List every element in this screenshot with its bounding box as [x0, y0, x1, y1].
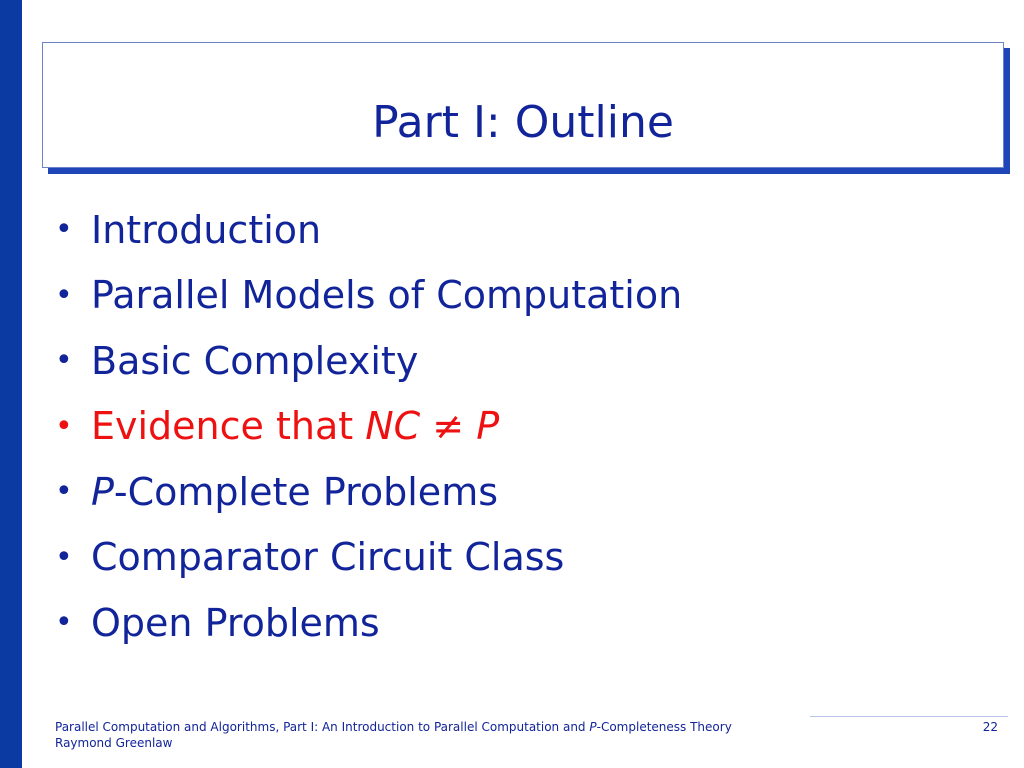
bullet-math: NC ≠ P: [365, 404, 500, 449]
bullet-item-comparator-circuit: [55, 525, 995, 591]
bullet-icon: •: [55, 605, 73, 641]
title-box: [42, 42, 1004, 168]
slide-title: Part I: Outline: [372, 97, 674, 148]
bullet-icon: •: [55, 212, 73, 248]
footer-title-suffix: -Completeness Theory: [596, 720, 732, 734]
bullet-icon: •: [55, 277, 73, 313]
bullet-text: [91, 404, 499, 448]
footer-divider: [810, 716, 1008, 717]
bullet-item-open-problems: [55, 590, 995, 656]
bullet-icon: •: [55, 539, 73, 575]
bullet-list: [55, 197, 995, 656]
footer-course-title: [55, 719, 1005, 735]
slide-footer: [55, 719, 1005, 751]
footer-title-prefix: Parallel Computation and Algorithms, Part I: An Introduction to Parallel Computation and: [55, 720, 590, 734]
bullet-text: Basic Complexity: [91, 338, 419, 383]
bullet-text: Parallel Models of Computation: [91, 273, 683, 318]
bullet-text-suffix: -Complete Problems: [113, 469, 499, 514]
footer-author: Raymond Greenlaw: [55, 736, 173, 750]
left-accent-bar: [0, 0, 22, 768]
bullet-text-prefix: Evidence that: [91, 404, 366, 449]
bullet-text: [91, 470, 498, 514]
bullet-math: P: [91, 469, 114, 514]
bullet-item-introduction: [55, 197, 995, 263]
bullet-item-evidence-nc-not-p: [55, 394, 995, 460]
bullet-item-basic-complexity: [55, 328, 995, 394]
bullet-text: Open Problems: [91, 600, 380, 645]
bullet-icon: •: [55, 343, 73, 379]
bullet-icon: •: [55, 408, 73, 444]
bullet-icon: •: [55, 474, 73, 510]
bullet-item-parallel-models: [55, 263, 995, 329]
bullet-text: Comparator Circuit Class: [91, 535, 565, 580]
footer-title-italic: P: [589, 720, 597, 734]
bullet-text: Introduction: [91, 207, 322, 252]
bullet-item-p-complete-problems: [55, 459, 995, 525]
page-number: 22: [982, 720, 998, 734]
